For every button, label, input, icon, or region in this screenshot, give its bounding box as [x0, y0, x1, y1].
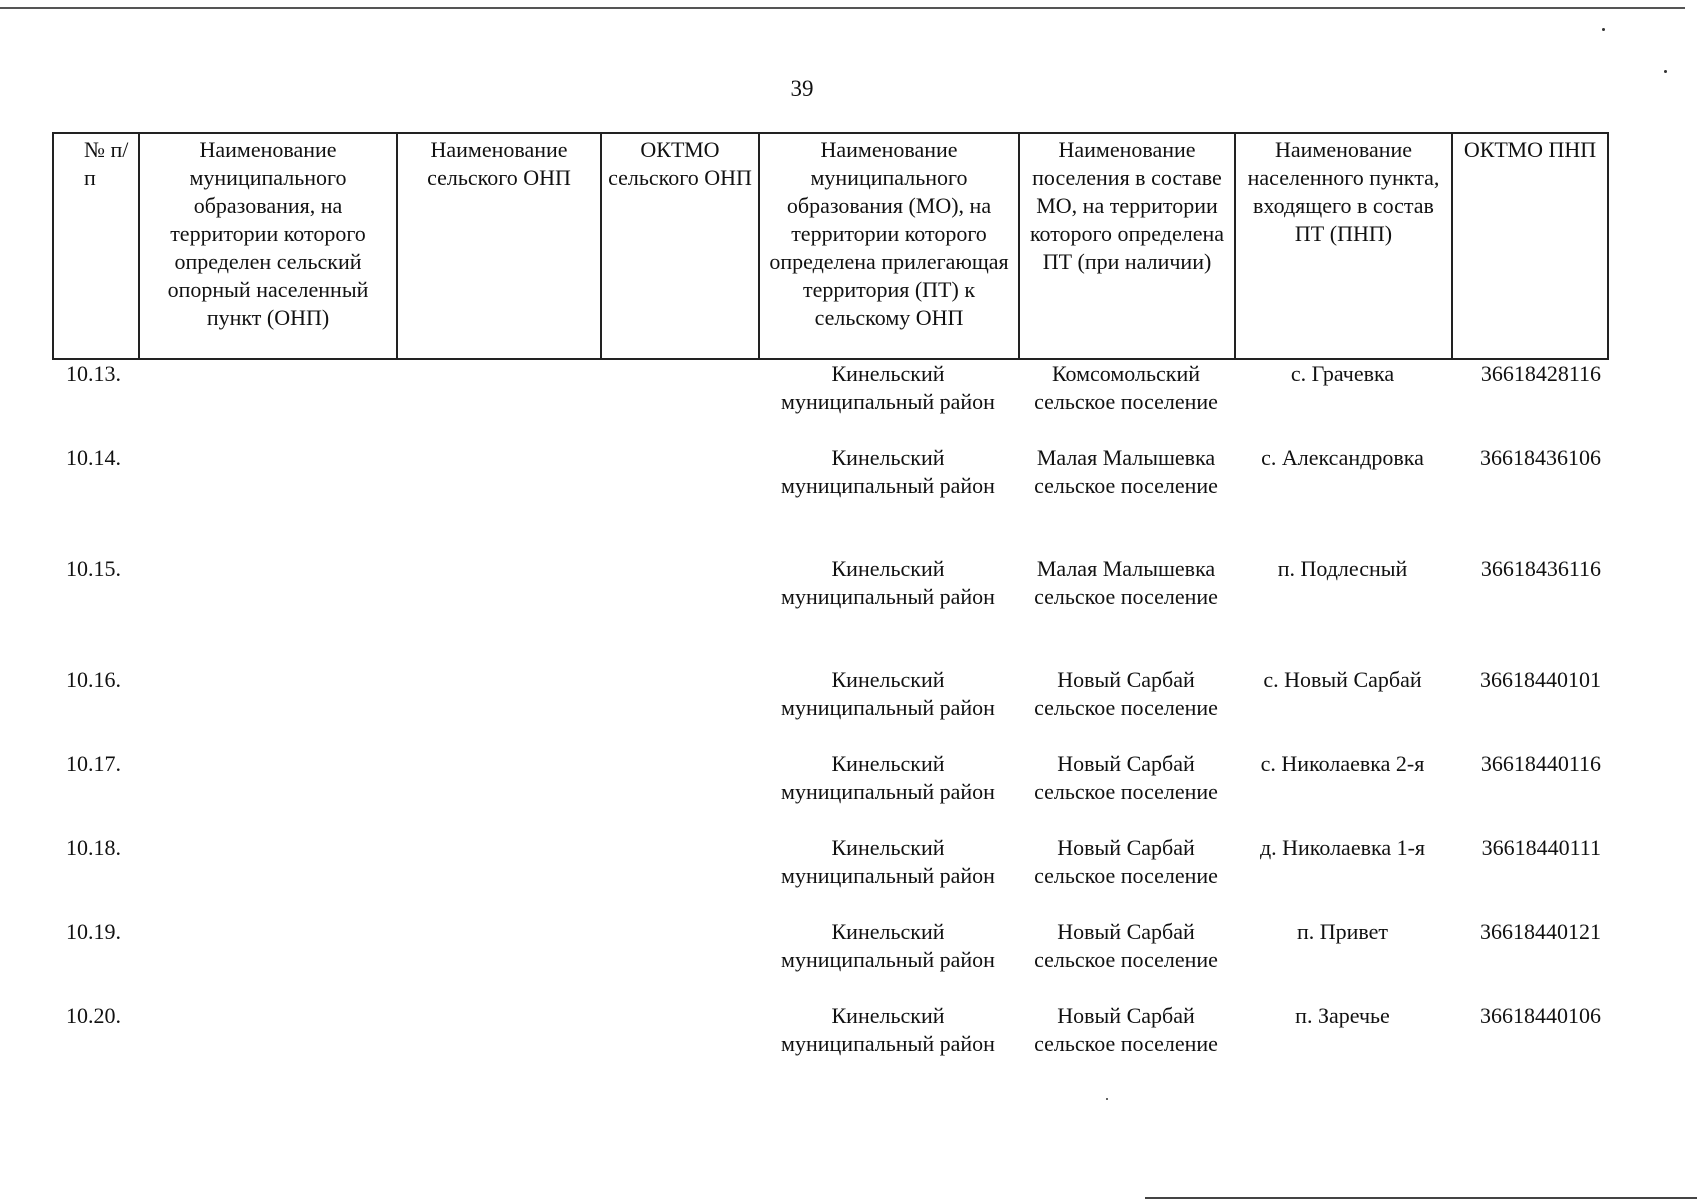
row-oktmo-onp — [600, 1002, 758, 1086]
row-mo-pt: Кинельский муниципальный район — [781, 835, 995, 888]
row-mo-onp — [138, 1002, 396, 1086]
header-oktmo-onp: ОКТМО сельского ОНП — [601, 133, 759, 359]
table-row — [52, 555, 1607, 666]
row-mo-onp — [138, 834, 396, 918]
row-mo-pt: Кинельский муниципальный район — [781, 919, 995, 972]
row-oktmo-pnp: 36618440106 — [1480, 1003, 1601, 1028]
row-onp-name — [396, 918, 600, 1002]
row-settlement: Новый Сарбай сельское поселение — [1034, 919, 1218, 972]
row-oktmo-pnp: 36618440101 — [1480, 667, 1601, 692]
row-number: 10.15. — [66, 556, 121, 581]
row-oktmo-pnp: 36618440116 — [1480, 751, 1601, 776]
row-oktmo-onp — [600, 750, 758, 834]
row-pnp-name: д. Николаевка 1-я — [1259, 835, 1426, 860]
row-mo-onp — [138, 750, 396, 834]
row-oktmo-pnp: 36618440111 — [1481, 835, 1601, 860]
row-settlement: Малая Малышевка сельское поселение — [1034, 556, 1218, 609]
row-mo-pt: Кинельский муниципальный район — [781, 751, 995, 804]
row-onp-name — [396, 444, 600, 555]
row-mo-pt: Кинельский муниципальный район — [781, 445, 995, 498]
row-number: 10.14. — [66, 445, 121, 470]
scan-speck — [1106, 1098, 1108, 1100]
row-mo-onp — [138, 360, 396, 444]
header-settlement: Наименование поселения в составе МО, на территории которого определена ПТ (при наличии) — [1019, 133, 1235, 359]
row-mo-pt: Кинельский муниципальный район — [781, 361, 995, 414]
header-number: № п/п — [53, 133, 139, 359]
table-row — [52, 918, 1607, 1002]
table-row — [52, 750, 1607, 834]
row-settlement: Новый Сарбай сельское поселение — [1034, 1003, 1218, 1056]
row-oktmo-onp — [600, 444, 758, 555]
table-row — [52, 834, 1607, 918]
bottom-edge-rule — [1145, 1197, 1697, 1199]
row-settlement: Комсомольский сельское поселение — [1034, 361, 1218, 414]
row-pnp-name: с. Новый Сарбай — [1263, 667, 1422, 692]
row-number: 10.16. — [66, 667, 121, 692]
row-oktmo-onp — [600, 918, 758, 1002]
row-number: 10.19. — [66, 919, 121, 944]
table-row — [52, 1002, 1607, 1086]
table-header — [52, 132, 1609, 360]
row-settlement: Новый Сарбай сельское поселение — [1034, 751, 1218, 804]
row-oktmo-onp — [600, 834, 758, 918]
row-mo-onp — [138, 555, 396, 666]
row-mo-pt: Кинельский муниципальный район — [781, 667, 995, 720]
row-number: 10.13. — [66, 361, 121, 386]
row-onp-name — [396, 666, 600, 750]
row-onp-name — [396, 360, 600, 444]
row-pnp-name: с. Николаевка 2-я — [1260, 751, 1425, 776]
row-pnp-name: п. Привет — [1296, 919, 1389, 944]
page-number: 39 — [790, 76, 814, 101]
table-row — [52, 360, 1607, 444]
row-onp-name — [396, 750, 600, 834]
row-oktmo-onp — [600, 666, 758, 750]
table-row — [52, 444, 1607, 555]
row-mo-pt: Кинельский муниципальный район — [781, 556, 995, 609]
scan-speck — [1602, 28, 1605, 31]
row-settlement: Новый Сарбай сельское поселение — [1034, 835, 1218, 888]
row-mo-onp — [138, 444, 396, 555]
row-pnp-name: с. Грачевка — [1290, 361, 1395, 386]
row-mo-pt: Кинельский муниципальный район — [781, 1003, 995, 1056]
row-number: 10.18. — [66, 835, 121, 860]
row-settlement: Новый Сарбай сельское поселение — [1034, 667, 1218, 720]
header-oktmo-pnp: ОКТМО ПНП — [1452, 133, 1608, 359]
table-body — [52, 360, 1607, 1086]
header-mo-onp: Наименование муниципального образования, на территории которого определен сельский опорный населенный пункт (ОНП) — [139, 133, 397, 359]
row-number: 10.20. — [66, 1003, 121, 1028]
row-oktmo-pnp: 36618440121 — [1480, 919, 1601, 944]
row-onp-name — [396, 555, 600, 666]
row-oktmo-onp — [600, 555, 758, 666]
row-settlement: Малая Малышевка сельское поселение — [1034, 445, 1218, 498]
row-mo-onp — [138, 666, 396, 750]
header-mo-pt: Наименование муниципального образования (МО), на территории которого определена прилегающая территория (ПТ) к сельскому ОНП — [759, 133, 1019, 359]
row-onp-name — [396, 834, 600, 918]
header-onp-name: Наименование сельского ОНП — [397, 133, 601, 359]
row-onp-name — [396, 1002, 600, 1086]
header-pnp-name: Наименование населенного пункта, входящего в состав ПТ (ПНП) — [1235, 133, 1452, 359]
row-number: 10.17. — [66, 751, 121, 776]
row-oktmo-pnp: 36618428116 — [1480, 361, 1601, 386]
row-oktmo-onp — [600, 360, 758, 444]
row-oktmo-pnp: 36618436106 — [1480, 445, 1601, 470]
row-oktmo-pnp: 36618436116 — [1480, 556, 1601, 581]
top-edge-rule — [0, 7, 1685, 9]
row-mo-onp — [138, 918, 396, 1002]
scan-speck — [1664, 70, 1667, 73]
row-pnp-name: п. Заречье — [1295, 1003, 1390, 1028]
row-pnp-name: п. Подлесный — [1277, 556, 1408, 581]
row-pnp-name: с. Александровка — [1261, 445, 1424, 470]
table-row — [52, 666, 1607, 750]
